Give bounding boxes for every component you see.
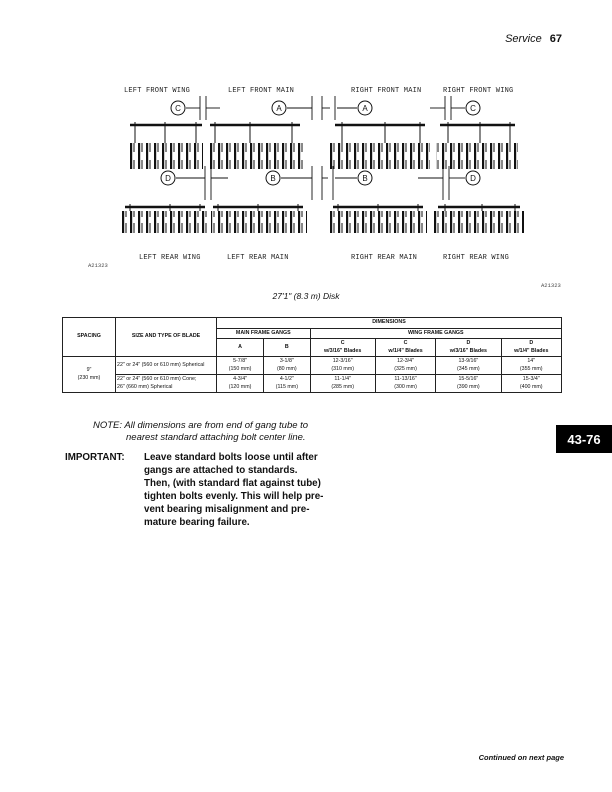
important-line: mature bearing failure. bbox=[144, 517, 250, 528]
marker-a-right: A bbox=[362, 104, 368, 113]
th-d2: D w/1/4" Blades bbox=[501, 339, 562, 357]
dimensions-table bbox=[62, 317, 562, 393]
cell-c2: 11-13/16" (300 mm) bbox=[375, 375, 435, 393]
label-right-rear-wing: RIGHT REAR WING bbox=[443, 254, 510, 262]
table-row bbox=[63, 375, 562, 393]
figure-ref-left: A21323 bbox=[88, 262, 108, 269]
cell-d2: 14" (355 mm) bbox=[501, 357, 562, 375]
th-b: B bbox=[264, 339, 310, 357]
th-a: A bbox=[217, 339, 264, 357]
cell-c1: 11-1/4" (285 mm) bbox=[310, 375, 375, 393]
cell-d2: 15-3/4" (400 mm) bbox=[501, 375, 562, 393]
label-right-front-wing: RIGHT FRONT WING bbox=[443, 87, 514, 95]
label-left-front-main: LEFT FRONT MAIN bbox=[228, 87, 295, 95]
important-line: tighten bolts evenly. This will help pre- bbox=[144, 491, 324, 502]
marker-d-right: D bbox=[470, 174, 476, 183]
marker-c-right: C bbox=[470, 104, 476, 113]
header-section: Service bbox=[505, 33, 542, 45]
th-dimensions: DIMENSIONS bbox=[217, 318, 562, 329]
cell-d1: 13-9/16" (345 mm) bbox=[436, 357, 501, 375]
th-c1: C w/3/16" Blades bbox=[310, 339, 375, 357]
marker-b-right: B bbox=[362, 174, 368, 183]
cell-c2: 12-3/4" (325 mm) bbox=[375, 357, 435, 375]
cell-d1: 15-5/16" (390 mm) bbox=[436, 375, 501, 393]
page-number: 67 bbox=[549, 33, 562, 45]
table-row bbox=[63, 357, 562, 375]
important-block bbox=[65, 451, 335, 529]
figure-caption: 27'1" (8.3 m) Disk bbox=[272, 291, 340, 301]
th-main-frame: MAIN FRAME GANGS bbox=[217, 328, 311, 339]
cell-a: 4-3/4" (120 mm) bbox=[217, 375, 264, 393]
label-left-rear-main: LEFT REAR MAIN bbox=[227, 254, 289, 262]
important-line: gangs are attached to standards. bbox=[144, 465, 298, 476]
cell-b: 4-1/2" (115 mm) bbox=[264, 375, 310, 393]
important-line: Then, (with standard flat against tube) bbox=[144, 478, 321, 489]
th-wing-frame: WING FRAME GANGS bbox=[310, 328, 561, 339]
marker-a-left: A bbox=[276, 104, 282, 113]
label-left-rear-wing: LEFT REAR WING bbox=[139, 254, 201, 262]
th-c2: C w/1/4" Blades bbox=[375, 339, 435, 357]
note-line-2: nearest standard attaching bolt center line. bbox=[126, 432, 306, 443]
th-size-type: SIZE AND TYPE OF BLADE bbox=[116, 318, 217, 357]
cell-a: 5-7/8" (150 mm) bbox=[217, 357, 264, 375]
important-label: IMPORTANT: bbox=[65, 452, 125, 463]
important-line: Leave standard bolts loose until after bbox=[144, 452, 318, 463]
note-block bbox=[93, 420, 323, 444]
label-right-front-main: RIGHT FRONT MAIN bbox=[351, 87, 422, 95]
cell-blade: 22" or 24" (560 or 610 mm) Cone; 26" (660 mm) Spherical bbox=[116, 375, 217, 393]
label-right-rear-main: RIGHT REAR MAIN bbox=[351, 254, 418, 262]
important-line: vent bearing misalignment and pre- bbox=[144, 504, 310, 515]
label-left-front-wing: LEFT FRONT WING bbox=[124, 87, 191, 95]
section-tab: 43-76 bbox=[556, 425, 612, 453]
th-d1: D w/3/16" Blades bbox=[436, 339, 501, 357]
cell-c1: 12-3/16" (310 mm) bbox=[310, 357, 375, 375]
marker-c-left: C bbox=[175, 104, 181, 113]
cell-blade: 22" or 24" (560 or 610 mm) Spherical bbox=[116, 357, 217, 375]
continued-footer: Continued on next page bbox=[478, 753, 564, 762]
cell-spacing: 9" (230 mm) bbox=[63, 357, 116, 393]
marker-d-left: D bbox=[165, 174, 171, 183]
cell-b: 3-1/8" (80 mm) bbox=[264, 357, 310, 375]
th-spacing: SPACING bbox=[63, 318, 116, 357]
disk-gang-diagram bbox=[0, 0, 612, 300]
figure-ref-right: A21323 bbox=[541, 282, 561, 289]
note-line-1: NOTE: All dimensions are from end of gang tube to bbox=[93, 420, 309, 431]
marker-b-left: B bbox=[270, 174, 276, 183]
